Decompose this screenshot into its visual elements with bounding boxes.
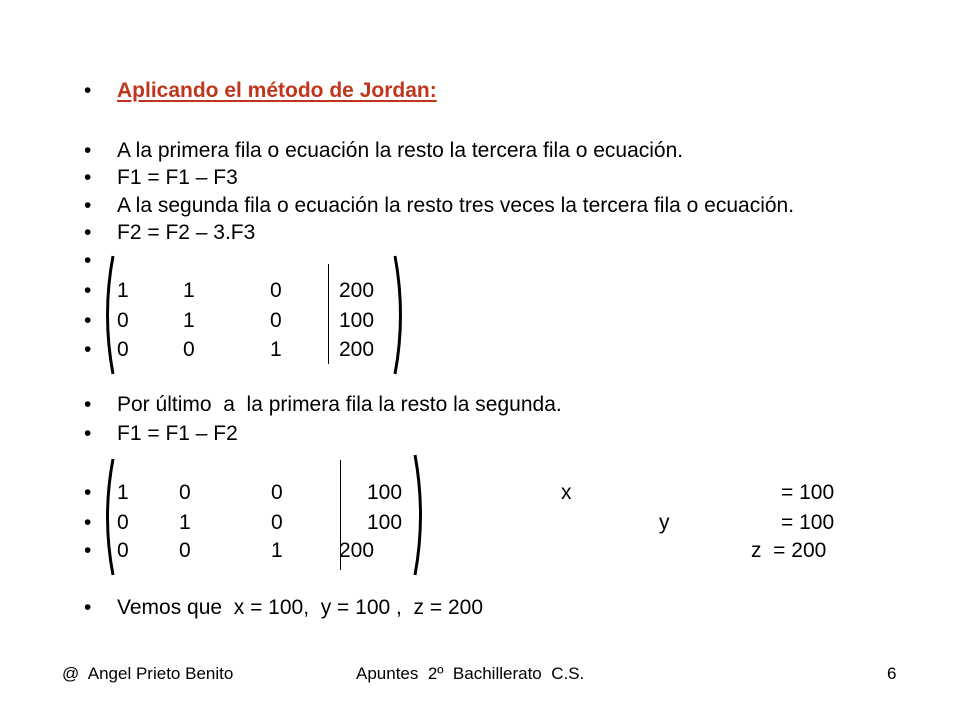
right-bracket-icon bbox=[412, 454, 428, 576]
bullet: • bbox=[84, 422, 92, 445]
matrix-cell: 0 bbox=[179, 481, 191, 504]
solution-value: = 100 bbox=[781, 481, 835, 504]
step-text: Por último a la primera fila la resto la segunda. bbox=[117, 393, 562, 416]
step-text: A la segunda fila o ecuación la resto tres veces la tercera fila o ecuación. bbox=[117, 194, 795, 217]
conclusion-text: Vemos que x = 100, y = 100 , z = 200 bbox=[117, 596, 483, 619]
right-bracket-icon bbox=[392, 255, 408, 375]
solution-variable: y bbox=[659, 511, 670, 534]
matrix-cell: 0 bbox=[270, 309, 282, 332]
bullet: • bbox=[84, 511, 92, 534]
matrix-cell: 0 bbox=[117, 511, 129, 534]
bullet: • bbox=[84, 249, 92, 272]
matrix-cell: 1 bbox=[271, 539, 283, 562]
bullet: • bbox=[84, 166, 92, 189]
matrix-cell: 0 bbox=[117, 539, 129, 562]
step-formula: F1 = F1 – F3 bbox=[117, 166, 238, 189]
bullet: • bbox=[84, 194, 92, 217]
matrix-cell: 0 bbox=[270, 279, 282, 302]
matrix-cell: 1 bbox=[179, 511, 191, 534]
matrix-cell: 1 bbox=[183, 309, 195, 332]
bullet: • bbox=[84, 79, 92, 102]
left-bracket-icon bbox=[100, 458, 116, 576]
matrix-cell: 0 bbox=[117, 338, 129, 361]
solution-value: z = 200 bbox=[751, 539, 827, 562]
matrix-cell: 0 bbox=[183, 338, 195, 361]
bullet: • bbox=[84, 338, 92, 361]
matrix-cell: 1 bbox=[117, 481, 129, 504]
step-text: A la primera fila o ecuación la resto la tercera fila o ecuación. bbox=[117, 139, 684, 162]
matrix-cell: 0 bbox=[179, 539, 191, 562]
bullet: • bbox=[84, 221, 92, 244]
matrix-cell: 100 bbox=[367, 481, 403, 504]
matrix-cell: 0 bbox=[117, 309, 129, 332]
bullet: • bbox=[84, 596, 92, 619]
bullet: • bbox=[84, 139, 92, 162]
solution-variable: x bbox=[561, 481, 572, 504]
solution-value: = 100 bbox=[781, 511, 835, 534]
bullet: • bbox=[84, 393, 92, 416]
matrix-cell: 100 bbox=[339, 309, 375, 332]
bullet: • bbox=[84, 539, 92, 562]
footer-author: @ Angel Prieto Benito bbox=[62, 664, 234, 683]
footer-course: Apuntes 2º Bachillerato C.S. bbox=[356, 664, 585, 683]
step-formula: F1 = F1 – F2 bbox=[117, 422, 238, 445]
matrix-cell: 200 bbox=[339, 539, 375, 562]
matrix-cell: 200 bbox=[339, 338, 375, 361]
matrix-cell: 0 bbox=[271, 511, 283, 534]
matrix-cell: 1 bbox=[117, 279, 129, 302]
matrix-cell: 0 bbox=[271, 481, 283, 504]
bullet: • bbox=[84, 481, 92, 504]
matrix-cell: 200 bbox=[339, 279, 375, 302]
matrix-cell: 1 bbox=[183, 279, 195, 302]
step-formula: F2 = F2 – 3.F3 bbox=[117, 221, 256, 244]
matrix-cell: 100 bbox=[367, 511, 403, 534]
bullet: • bbox=[84, 309, 92, 332]
matrix-cell: 1 bbox=[270, 338, 282, 361]
slide-title: Aplicando el método de Jordan: bbox=[117, 79, 437, 102]
bullet: • bbox=[84, 279, 92, 302]
left-bracket-icon bbox=[100, 255, 116, 375]
augmented-divider bbox=[328, 264, 329, 364]
page-number: 6 bbox=[887, 664, 897, 683]
